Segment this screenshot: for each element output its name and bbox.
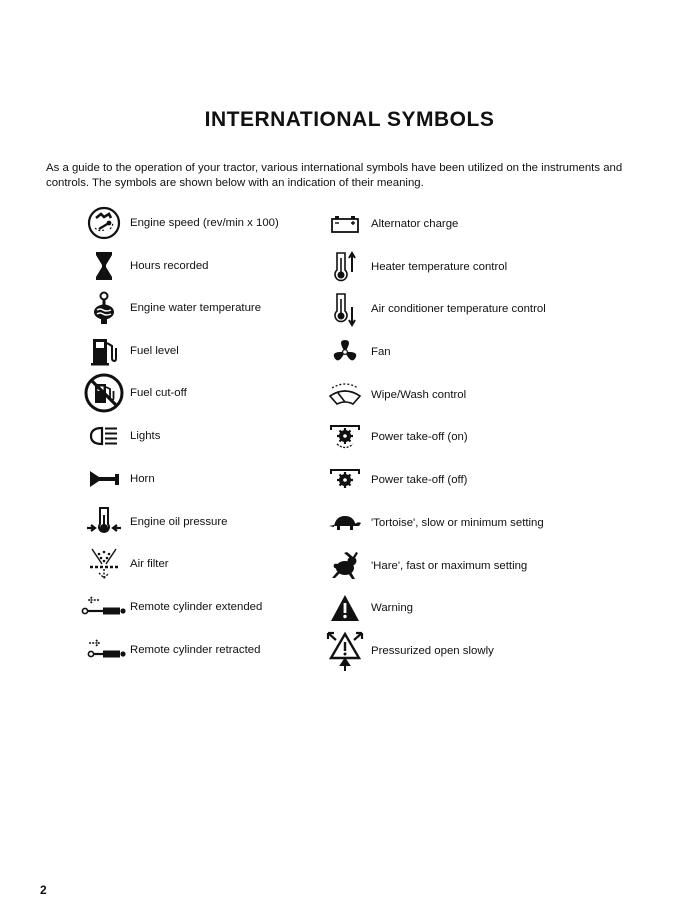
thermometer-up-icon: [321, 247, 369, 287]
symbol-label: Fuel level: [130, 345, 179, 357]
symbol-tortoise: [321, 503, 544, 543]
symbol-label: Power take-off (off): [371, 474, 468, 486]
symbol-label: Power take-off (on): [371, 431, 468, 443]
symbol-label: Warning: [371, 602, 413, 614]
symbol-air-filter: [80, 544, 169, 584]
symbol-lights: [80, 416, 160, 456]
fuel-cutoff-icon: [80, 373, 128, 413]
symbol-alternator-charge: [321, 204, 458, 244]
symbol-label: Engine oil pressure: [130, 516, 228, 528]
symbol-engine-speed: [80, 203, 279, 243]
symbol-label: Fan: [371, 346, 391, 358]
engine-speed-icon: [80, 203, 128, 243]
symbol-fuel-level: [80, 331, 179, 371]
symbol-fan: [321, 332, 391, 372]
wiper-icon: [321, 375, 369, 415]
hourglass-icon: [80, 246, 128, 286]
symbol-cylinder-extended: [80, 587, 262, 627]
symbol-label: Air conditioner temperature control: [371, 303, 546, 315]
symbol-pto-off: [321, 460, 467, 500]
symbol-water-temperature: [80, 288, 261, 328]
symbol-label: 'Tortoise', slow or minimum setting: [371, 517, 544, 529]
symbol-hours-recorded: [80, 246, 209, 286]
symbol-oil-pressure: [80, 502, 228, 542]
air-filter-icon: [80, 544, 128, 584]
symbol-warning: [321, 588, 413, 628]
symbol-label: Remote cylinder extended: [130, 601, 263, 613]
pto-off-icon: [321, 460, 369, 500]
pressurized-icon: [321, 631, 369, 671]
symbol-horn: [80, 459, 155, 499]
fuel-pump-icon: [80, 331, 128, 371]
symbol-fuel-cutoff: [80, 373, 187, 413]
battery-icon: [321, 204, 369, 244]
symbol-label: Pressurized open slowly: [371, 645, 494, 657]
symbol-label: Hours recorded: [130, 260, 209, 272]
thermometer-down-icon: [321, 289, 369, 329]
water-temperature-icon: [80, 288, 128, 328]
symbol-label: Alternator charge: [371, 218, 459, 230]
symbol-label: Heater temperature control: [371, 261, 508, 273]
symbol-label: Air filter: [130, 558, 169, 570]
hare-icon: [321, 546, 369, 586]
pto-on-icon: [321, 417, 369, 457]
tortoise-icon: [321, 503, 369, 543]
symbol-label: Engine water temperature: [130, 302, 262, 314]
cylinder-retracted-icon: [80, 630, 128, 670]
oil-pressure-icon: [80, 502, 128, 542]
cylinder-extended-icon: [80, 587, 128, 627]
horn-icon: [80, 459, 128, 499]
symbol-label: Engine speed (rev/min x 100): [130, 217, 279, 229]
symbol-pressurized: [321, 631, 494, 671]
page-number: 2: [40, 883, 47, 897]
fan-icon: [321, 332, 369, 372]
headlight-icon: [80, 416, 128, 456]
symbol-label: Wipe/Wash control: [371, 389, 467, 401]
symbol-label: 'Hare', fast or maximum setting: [371, 560, 528, 572]
symbol-label: Fuel cut-off: [130, 387, 187, 399]
symbol-pto-on: [321, 417, 468, 457]
symbol-label: Lights: [130, 430, 161, 442]
symbol-hare: [321, 546, 527, 586]
symbol-label: Remote cylinder retracted: [130, 644, 261, 656]
symbol-wipe-wash: [321, 375, 466, 415]
warning-icon: [321, 588, 369, 628]
symbol-label: Horn: [130, 473, 155, 485]
intro-paragraph: As a guide to the operation of your tractor, various international symbols have been utilized on the instruments and controls. The symbols are shown below with an indication of their meaning.: [46, 162, 623, 189]
symbol-air-conditioner-temperature: [321, 289, 546, 329]
symbol-heater-temperature: [321, 247, 507, 287]
page-title: INTERNATIONAL SYMBOLS: [204, 108, 495, 131]
symbol-cylinder-retracted: [80, 630, 260, 670]
